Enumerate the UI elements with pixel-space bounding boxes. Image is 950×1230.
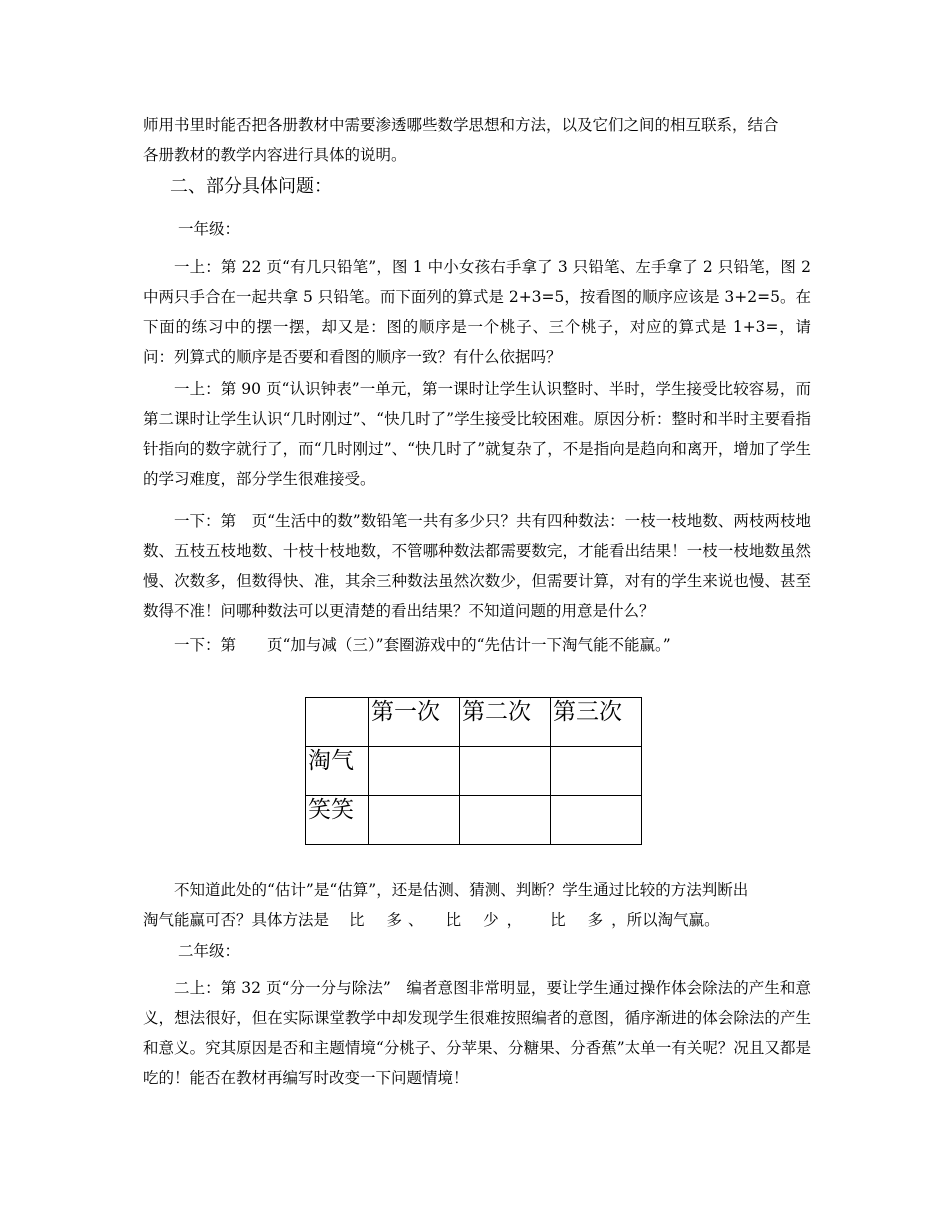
grade2-title: 二年级： xyxy=(178,942,241,960)
blank-sep-1: 、 xyxy=(408,911,424,929)
table-header-cell: 第一次 xyxy=(369,698,460,747)
table-cell xyxy=(551,796,642,845)
table-header-cell xyxy=(306,698,369,747)
blank-word-3: 比 xyxy=(445,911,462,929)
table-header-cell: 第二次 xyxy=(460,698,551,747)
blank-word-2: 多 xyxy=(386,911,403,929)
after-table-line-2-prefix: 淘气能赢可否？具体方法是 xyxy=(143,911,330,929)
blank-word-1: 比 xyxy=(349,911,365,929)
table-row-label: 淘气 xyxy=(306,747,369,796)
grade1-paragraph-2: 一上：第 90 页“认识钟表”一单元，第一课时让学生认识整时、半时，学生接受比较容易，而第二课时让学生认识“几时刚过”、“快几时了”学生接受比较困难。原因分析：整时和半时主要看指针指向的数字就行了，而“几时刚过”、“快几时了”就复杂了，不是指向是趋向和离开，增加了学生的学习难度，部分学生很难接受。 xyxy=(143,380,811,488)
table-row xyxy=(306,747,642,796)
table-cell xyxy=(369,796,460,845)
blank-word-6: 多 xyxy=(587,911,604,929)
grade1-paragraph-4: 一下：第 页“加与减（三）”套圈游戏中的“先估计一下淘气能不能赢。” xyxy=(174,636,671,654)
table-cell xyxy=(551,747,642,796)
blank-word-5: 比 xyxy=(550,911,566,929)
blank-word-4: 少 xyxy=(483,911,499,929)
intro-line-2: 各册教材的教学内容进行具体的说明。 xyxy=(143,146,407,164)
after-table-paragraph xyxy=(143,875,811,935)
intro-line-1: 师用书里时能否把各册教材中需要渗透哪些数学思想和方法，以及它们之间的相互联系，结合 xyxy=(143,116,779,134)
table-row-label: 笑笑 xyxy=(306,796,369,845)
grade1-paragraph-1: 一上：第 22 页“有几只铅笔”，图 1 中小女孩右手拿了 3 只铅笔、左手拿了 2 只铅笔，图 2 中两只手合在一起共拿 5 只铅笔。而下面列的算式是 2+3=5，按看图的顺序应该是 3+2=5。在下面的练习中的摆一摆，却又是：图的顺序是一个桃子、三个桃子，对应的算式是 1+3=，请问：列算式的顺序是否要和看图的顺序一致？有什么依据吗？ xyxy=(143,258,811,366)
section-heading: 二、部分具体问题： xyxy=(170,176,332,197)
table-header-cell: 第三次 xyxy=(551,698,642,747)
grade2-paragraph-1: 二上：第 32 页“分一分与除法” 编者意图非常明显，要让学生通过操作体会除法的产生和意义，想法很好，但在实际课堂教学中却发现学生很难按照编者的意图，循序渐进的体会除法的产生和意义。究其原因是否和主题情境“分桃子、分苹果、分糖果、分香蕉”太单一有关呢？况且又都是吃的！能否在教材再编写时改变一下问题情境！ xyxy=(143,979,811,1087)
table-row xyxy=(306,796,642,845)
table-cell xyxy=(460,747,551,796)
table-cell xyxy=(460,796,551,845)
grade1-paragraph-3: 一下：第 页“生活中的数”数铅笔一共有多少只？共有四种数法：一枝一枝地数、两枝两枝地数、五枝五枝地数、十枝十枝地数，不管哪种数法都需要数完，才能看出结果！一枝一枝地数虽然慢、次数多，但数得快、准，其余三种数法虽然次数少，但需要计算，对有的学生来说也慢、甚至数得不准！问哪种数法可以更清楚的看出结果？不知道问题的用意是什么？ xyxy=(143,512,811,620)
intro-paragraph xyxy=(143,110,811,170)
table-cell xyxy=(369,747,460,796)
ring-toss-table xyxy=(305,697,642,845)
blank-sep-2: ， xyxy=(506,911,523,929)
after-table-line-2-suffix: ，所以淘气赢。 xyxy=(611,911,720,929)
after-table-line-1: 不知道此处的“估计”是“估算”，还是估测、猜测、判断？学生通过比较的方法判断出 xyxy=(174,881,749,899)
table-header-row xyxy=(306,698,642,747)
grade1-title: 一年级： xyxy=(178,220,241,238)
